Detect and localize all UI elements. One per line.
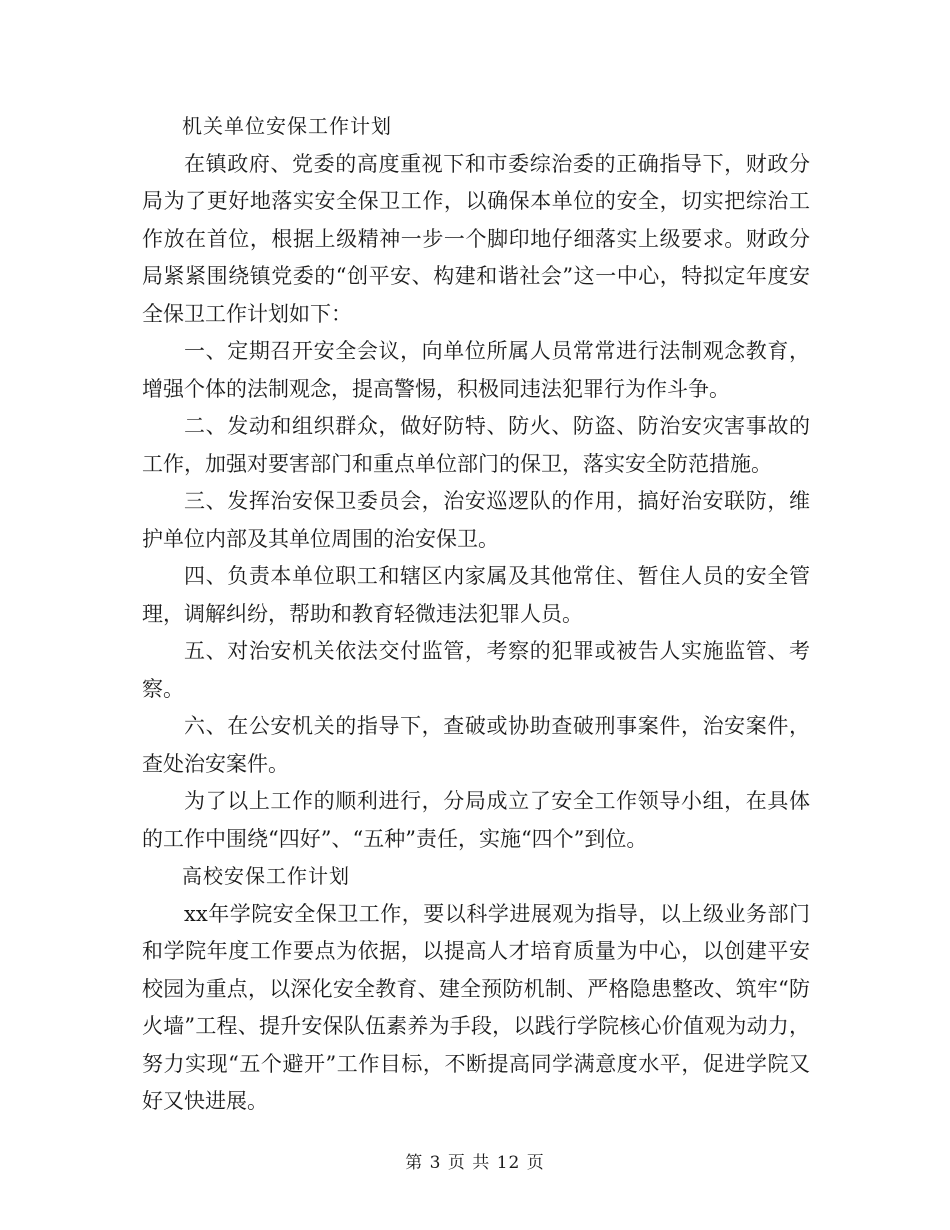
- section-heading-agency: 机关单位安保工作计划: [182, 114, 392, 138]
- paragraph-item-5: 五、对治安机关依法交付监管，考察的犯罪或被告人实施监管、考察。: [142, 639, 810, 701]
- paragraph-summary: 为了以上工作的顺利进行，分局成立了安全工作领导小组，在具体的工作中围绕“四好”、“五种”责任，实施“四个”到位。: [142, 789, 810, 851]
- paragraph-item-6: 六、在公安机关的指导下，查破或协助查破刑事案件，治安案件，查处治安案件。: [142, 714, 810, 776]
- section-heading-university: 高校安保工作计划: [182, 864, 350, 888]
- page-number-footer: 第 3 页 共 12 页: [405, 1153, 545, 1173]
- paragraph-intro: 在镇政府、党委的高度重视下和市委综治委的正确指导下，财政分局为了更好地落实安全保卫工作，以确保本单位的安全，切实把综治工作放在首位，根据上级精神一步一个脚印地仔细落实上级要求。财政分局紧紧围绕镇党委的“创平安、构建和谐社会”这一中心，特拟定年度安全保卫工作计划如下：: [142, 151, 810, 326]
- paragraph-item-4: 四、负责本单位职工和辖区内家属及其他常住、暂住人员的安全管理，调解纠纷，帮助和教育轻微违法犯罪人员。: [142, 564, 810, 626]
- document-body: [142, 108, 810, 1121]
- paragraph-university-plan: xx年学院安全保卫工作，要以科学进展观为指导，以上级业务部门和学院年度工作要点为依据，以提高人才培育质量为中心，以创建平安校园为重点，以深化安全教育、建全预防机制、严格隐患整改、筑牢“防火墙”工程、提升安保队伍素养为手段，以践行学院核心价值观为动力，努力实现“五个避开”工作目标，不断提高同学满意度水平，促进学院又好又快进展。: [142, 901, 810, 1113]
- paragraph-item-2: 二、发动和组织群众，做好防特、防火、防盗、防治安灾害事故的工作，加强对要害部门和重点单位部门的保卫，落实安全防范措施。: [142, 414, 810, 476]
- paragraph-item-1: 一、定期召开安全会议，向单位所属人员常常进行法制观念教育，增强个体的法制观念，提高警惕，积极同违法犯罪行为作斗争。: [142, 339, 810, 401]
- paragraph-item-3: 三、发挥治安保卫委员会，治安巡逻队的作用，搞好治安联防，维护单位内部及其单位周围的治安保卫。: [142, 489, 810, 551]
